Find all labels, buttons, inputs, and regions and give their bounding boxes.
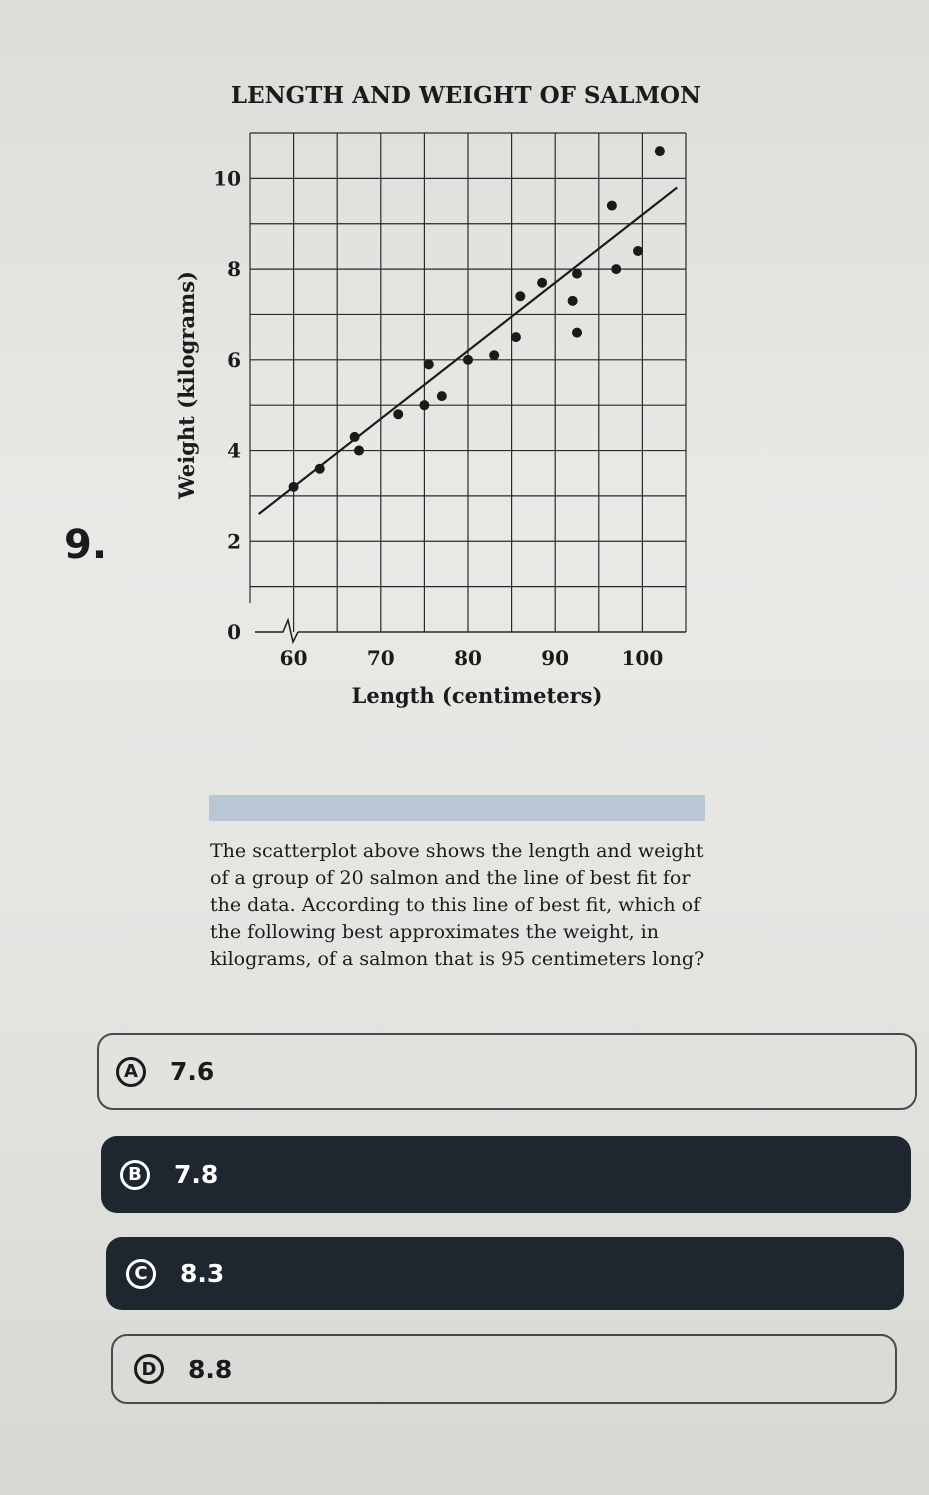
data-point (424, 359, 434, 369)
choice-b-letter: B (120, 1160, 150, 1190)
data-point (511, 332, 521, 342)
data-point (572, 328, 582, 338)
x-tick-label: 100 (621, 646, 664, 670)
data-point (393, 409, 403, 419)
question-text: The scatterplot above shows the length and weight of a group of 20 salmon and the line of best fit for the data. According to this line of best fit, which of the following best approximates the weight, in kilograms, of a salmon that is 95 centimeters long? (210, 840, 705, 970)
data-point (354, 446, 364, 456)
data-point (437, 391, 447, 401)
y-tick-label: 6 (227, 347, 241, 372)
data-point (350, 432, 360, 442)
data-point (537, 278, 547, 288)
choice-d-letter: D (134, 1354, 164, 1384)
choice-b-value: 7.8 (174, 1160, 219, 1189)
data-point (489, 350, 499, 360)
chart-grid (250, 133, 686, 632)
data-point (607, 201, 617, 211)
y-tick-label: 10 (213, 166, 241, 191)
y-axis-label: Weight (kilograms) (174, 271, 199, 499)
data-point (572, 269, 582, 279)
choice-c-letter: C (126, 1259, 156, 1289)
data-point (515, 291, 525, 301)
data-point (568, 296, 578, 306)
x-axis-label: Length (centimeters) (351, 683, 603, 708)
x-tick-label: 80 (454, 646, 482, 670)
y-tick-label: 2 (227, 529, 241, 554)
choice-a-value: 7.6 (170, 1057, 215, 1086)
x-tick-label: 60 (279, 646, 308, 670)
chart-tick-labels (213, 166, 663, 670)
choice-a-letter: A (116, 1057, 146, 1087)
choice-b[interactable] (101, 1136, 911, 1213)
data-point (633, 246, 643, 256)
data-point (611, 264, 621, 274)
x-tick-label: 90 (541, 646, 570, 670)
data-point (419, 400, 429, 410)
data-point (289, 482, 299, 492)
y-tick-label: 4 (227, 438, 241, 463)
y-tick-label: 0 (227, 620, 241, 644)
highlight-bar (209, 795, 705, 821)
question-number: 9. (64, 522, 108, 568)
y-tick-label: 8 (227, 257, 241, 282)
axis-break-symbol (255, 620, 298, 642)
x-tick-label: 70 (366, 646, 395, 670)
chart-title: LENGTH AND WEIGHT OF SALMON (230, 82, 702, 109)
data-point (655, 146, 665, 156)
choice-a[interactable] (97, 1033, 917, 1110)
choice-c[interactable] (106, 1237, 904, 1310)
data-points (289, 146, 665, 492)
choice-d-value: 8.8 (188, 1354, 233, 1384)
choice-c-value: 8.3 (180, 1259, 225, 1288)
data-point (463, 355, 473, 365)
choice-d[interactable] (111, 1334, 897, 1404)
data-point (315, 464, 325, 474)
